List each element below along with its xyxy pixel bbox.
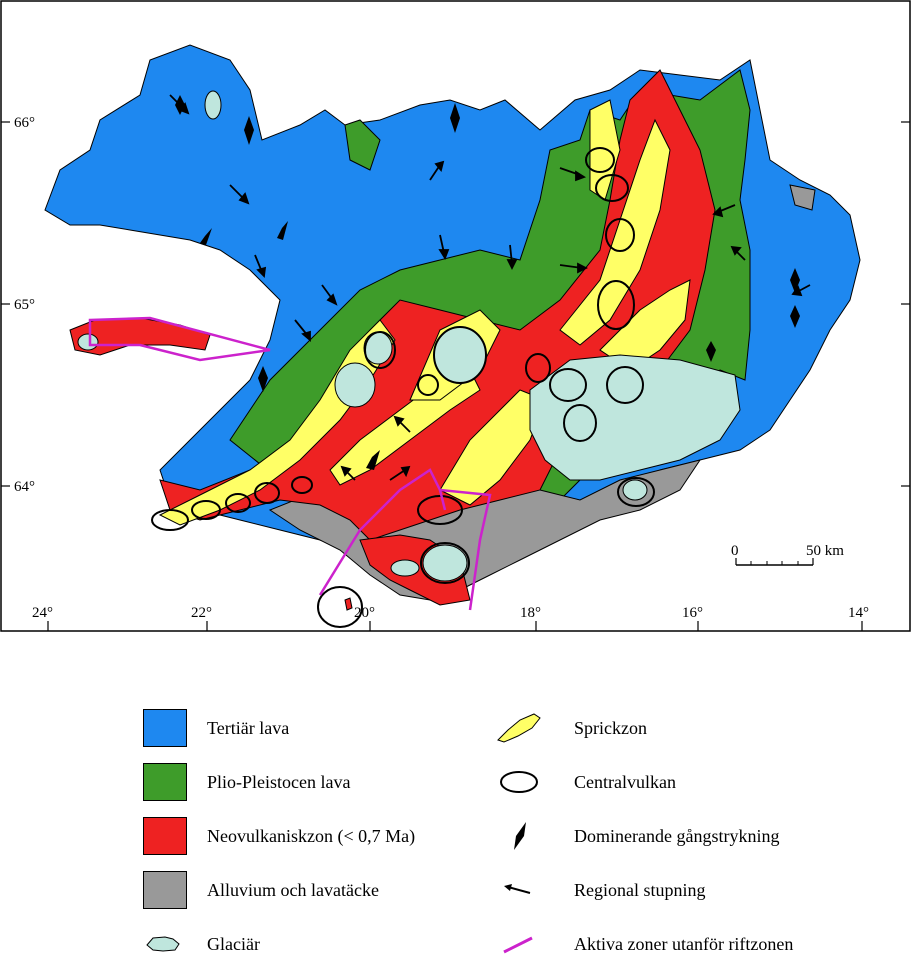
tertiary-swatch [143, 709, 187, 747]
lon-label-20: 20° [354, 605, 375, 621]
legend-label: Tertiär lava [207, 717, 290, 738]
legend-label: Neovulkaniskzon (< 0,7 Ma) [207, 825, 416, 846]
fissure-zone-icon [494, 709, 554, 747]
legend-item-neo [143, 813, 415, 859]
drangajokull-glacier [205, 91, 221, 119]
legend-item-tertiary [143, 705, 289, 751]
legend-item-alluvium [143, 867, 379, 913]
glacier-southeast [623, 480, 647, 500]
lat-label-65: 65° [14, 297, 35, 313]
legend-label: Aktiva zoner utanför riftzonen [574, 933, 794, 954]
legend-item-active-zone [494, 921, 793, 967]
lat-label-66: 66° [14, 115, 35, 131]
scale-label-start: 0 [731, 543, 739, 559]
lon-label-18: 18° [520, 605, 541, 621]
active-zone-line-icon [494, 925, 554, 963]
legend-item-central-volcano [494, 759, 676, 805]
plio-swatch [143, 763, 187, 801]
central-volcano-icon [494, 763, 554, 801]
hofsjokull-glacier [335, 363, 375, 407]
legend-label: Regional stupning [574, 879, 706, 900]
legend [0, 640, 911, 959]
legend-label: Glaciär [207, 933, 260, 954]
lon-label-22: 22° [191, 605, 212, 621]
myrdalsjokull-glacier [423, 545, 467, 581]
neo-swatch [143, 817, 187, 855]
legend-label: Centralvulkan [574, 771, 676, 792]
legend-label: Dominerande gångstrykning [574, 825, 780, 846]
legend-label: Plio-Pleistocen lava [207, 771, 351, 792]
glacier-area [78, 334, 98, 350]
legend-label: Alluvium och lavatäcke [207, 879, 379, 900]
lon-label-24: 24° [32, 605, 53, 621]
legend-label: Sprickzon [574, 717, 647, 738]
legend-item-dyke [494, 813, 779, 859]
legend-item-plio [143, 759, 350, 805]
glacier-icon [143, 925, 187, 963]
lon-label-14: 14° [848, 605, 869, 621]
alluvium-swatch [143, 871, 187, 909]
legend-item-glacier [143, 921, 260, 967]
lon-label-16: 16° [682, 605, 703, 621]
legend-item-fissure [494, 705, 647, 751]
eyjafjallajokull-glacier [391, 560, 419, 576]
scale-label-end: 50 km [806, 543, 844, 559]
legend-item-dip [494, 867, 706, 913]
dip-arrow-icon [494, 871, 554, 909]
glacier-small [364, 332, 392, 364]
lat-label-64: 64° [14, 479, 35, 495]
dyke-strike-icon [494, 817, 554, 855]
